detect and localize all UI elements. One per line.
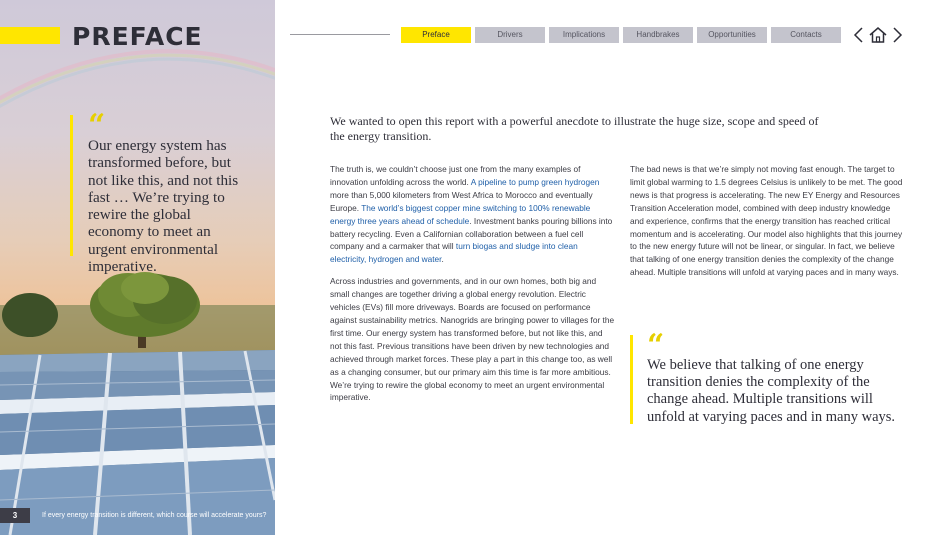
chevron-left-icon[interactable]: [852, 25, 866, 50]
pull-quote-text: We believe that talking of one energy transition denies the complexity of the change ahead. Multiple transitions will unfold at varying paces and in many ways.: [647, 357, 896, 425]
link-biogas[interactable]: turn biogas and sludge into clean electricity, hydrogen and water: [330, 241, 578, 265]
tab-opportunities[interactable]: Opportunities: [697, 27, 767, 43]
link-copper-mine[interactable]: The world’s biggest copper mine switching to 100% renewable energy three years ahead of schedule: [330, 202, 591, 226]
tab-handbrakes[interactable]: Handbrakes: [623, 27, 693, 43]
tab-contacts[interactable]: Contacts: [771, 27, 841, 43]
link-hydrogen-pipeline[interactable]: A pipeline to pump green hydrogen: [470, 176, 600, 187]
body-paragraph: The truth is, we couldn’t choose just one from the many examples of innovation unfolding across the world. A pipeline to pump green hydrogen more than 5,000 kilometers from West Africa to Morocco and eventually Europe. The world’s biggest copper mine switching to 100% renewable energy three years ahead of schedule. Investment banks pouring billions into battery recycling. Even a Californian collaboration between a fuel cell company and a carmaker that will turn biogas and sludge into clean electricity, hydrogen and water.: [330, 164, 613, 265]
nav-divider: [290, 34, 390, 35]
body-column-left: [330, 163, 615, 413]
tab-preface[interactable]: Preface: [401, 27, 471, 43]
body-paragraph: Across industries and governments, and in our own homes, both big and small changes are together driving a global energy revolution. Electric vehicles (EVs) fill more driveways. Boards are focused on performance against sustainability metrics. Nanogrids are bringing power to villages for the first time. Our energy system has transformed before, but not like this, and not this fast. Previous transitions have been driven by new technologies and achieved through market forces. These play a part in this change too, as well as a changing consumer, but our primary aim this time is far more ambitious. We’re trying to rewire the global economy to meet an urgent environmental imperative.: [330, 276, 615, 403]
tab-drivers[interactable]: Drivers: [475, 27, 545, 43]
body-paragraph: The bad news is that we’re simply not moving fast enough. The target to limit global warming to 1.5 degrees Celsius is unlikely to be met. The good news is that progress is accelerating. The new EY Energy and Resources Transition Acceleration model, combined with deep industry knowledge and experience, confirms that the energy transition has reached critical momentum and is accelerating. Our model also highlights that this journey to the new energy future will not be linear, or singular. In fact, we believe that talking of one energy transition denies the complexity of the change ahead. Multiple transitions will unfold at varying paces and in many ways.: [630, 164, 903, 278]
body-column-right: [630, 163, 905, 288]
tab-implications[interactable]: Implications: [549, 27, 619, 43]
title-accent-bar: [0, 27, 60, 44]
quote-mark-icon: “: [88, 108, 106, 143]
home-icon[interactable]: [868, 25, 888, 50]
quote-mark-icon: “: [647, 328, 665, 363]
chevron-right-icon[interactable]: [890, 25, 904, 50]
intro-paragraph: We wanted to open this report with a powerful anecdote to illustrate the huge size, scope and speed of the energy transition.: [330, 114, 819, 143]
page-number: 3: [0, 508, 30, 523]
nav-controls: [852, 25, 904, 50]
section-nav: [401, 27, 841, 43]
page-title: PREFACE: [72, 22, 203, 51]
pull-quote-left: [70, 108, 250, 276]
pull-quote-text: Our energy system has transformed before, but not like this, and not this fast … We’re trying to rewire the global economy to meet an urgent environmental imperative.: [88, 137, 239, 276]
pull-quote-right: [630, 328, 900, 425]
footer-tagline: If every energy transition is different, which course will accelerate yours?: [42, 512, 267, 519]
